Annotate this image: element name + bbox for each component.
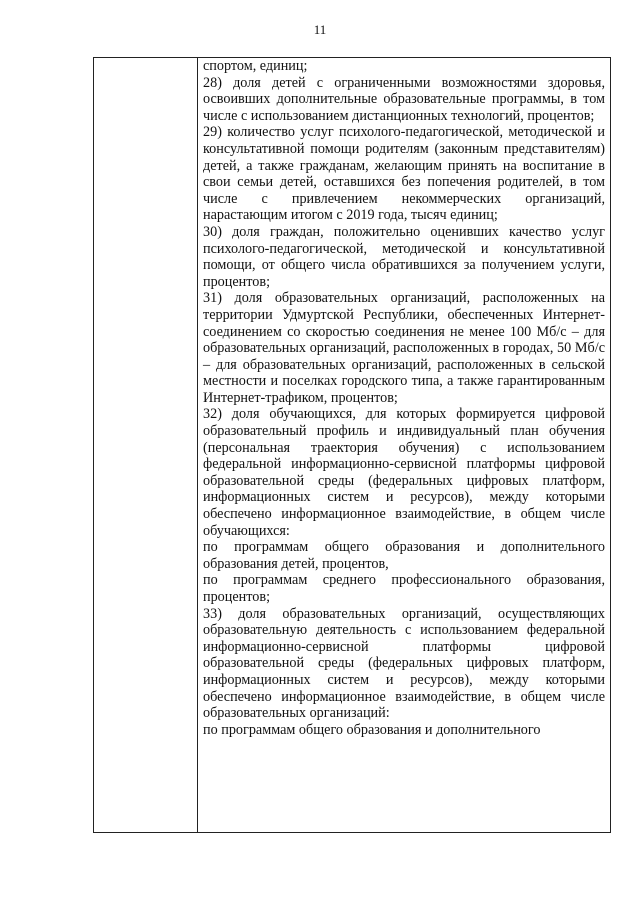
page-number: 11 [313,22,327,37]
paragraph: по программам общего образования и дополнительного [203,721,541,738]
indicator-table [93,57,611,833]
paragraph: по программам общего образования и дополнительного образования детей, процентов, [203,539,605,572]
paragraph: 32) доля обучающихся, для которых формируется цифровой образовательный профиль и индивидуальный план обучения (персональная траектория обучения) с использованием федеральной информационно-сервисной платформы цифровой образовательной среды (федеральных цифровых платформ, информационных систем и ресурсов), между которыми обеспечено информационное взаимодействие, в общем числе обучающихся: [203,406,605,539]
paragraph: 28) доля детей с ограниченными возможностями здоровья, освоивших дополнительные образовательные программы, в том числе с использованием дистанционных технологий, процентов; [203,74,605,124]
paragraph: 29) количество услуг психолого-педагогической, методической и консультативной помощи родителям (законным представителям) детей, а также гражданам, желающим принять на воспитание в свои семьи детей, оставшихся без попечения родителей, в том числе с привлечением некоммерческих организаций, нарастающим итогом с 2019 года, тысяч единиц; [203,124,605,224]
paragraph: по программам среднего профессионального образования, процентов; [203,572,605,605]
paragraph: 31) доля образовательных организаций, расположенных на территории Удмуртской Республики, обеспеченных Интернет-соединением со скоростью соединения не менее 100 Мб/с – для образовательных организаций, расположенных в городах, 50 Мб/с – для образовательных организаций, расположенных в сельской местности и поселках городского типа, а также гарантированным Интернет-трафиком, процентов; [203,290,605,406]
paragraph: спортом, единиц; [203,58,308,74]
paragraph: 33) доля образовательных организаций, осуществляющих образовательную деятельность с использованием федеральной информационно-сервисной платформы цифровой образовательной среды (федеральных цифровых платформ, информационных систем и ресурсов), между которыми обеспечено информационное взаимодействие, в общем числе образовательных организаций: [203,605,605,722]
paragraph: 30) доля граждан, положительно оценивших качество услуг психолого-педагогической, методической и консультативной помощи, от общего числа обратившихся за получением услуги, процентов; [203,223,605,290]
column-divider [197,58,198,832]
indicator-text-cell [203,58,605,738]
